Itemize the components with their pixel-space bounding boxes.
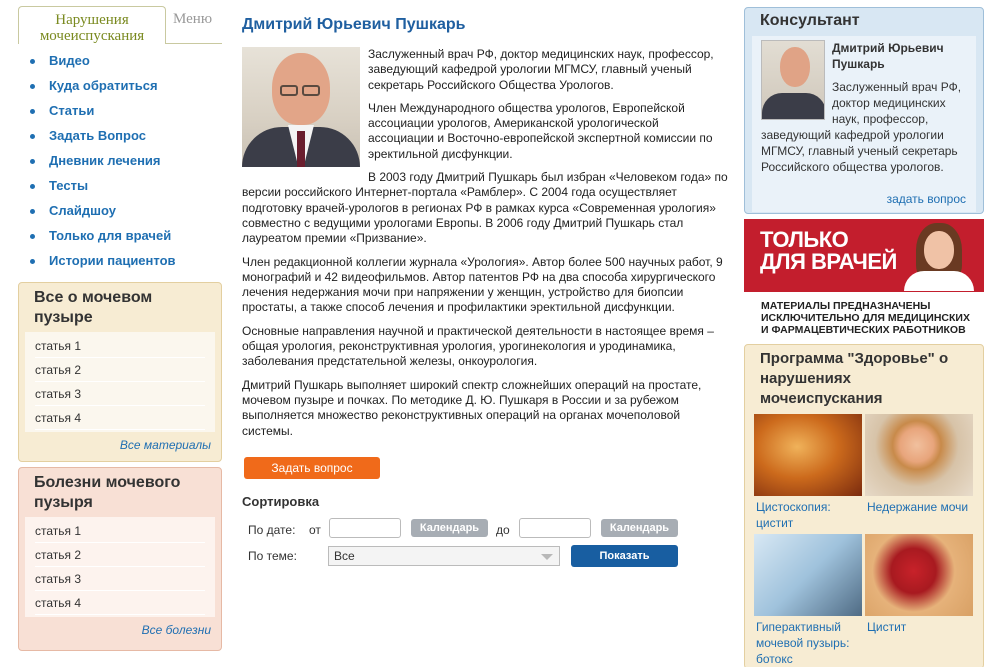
banner-disclaimer: МАТЕРИАЛЫ ПРЕДНАЗНАЧЕНЫ ИСКЛЮЧИТЕЛЬНО ДЛЯ МЕДИЦИНСКИХ И ФАРМАЦЕВТИЧЕСКИХ РАБОТНИКОВ [744,292,984,340]
topic-select[interactable] [328,546,560,566]
video-caption[interactable]: Недержание мочи [867,500,969,514]
consultant-box [744,7,984,214]
consultant-desc-cont: заведующий кафедрой урологии МГМСУ, главный ученый секретарь Российского общества урологов. [761,128,958,174]
menu-link[interactable]: Задать Вопрос [49,128,146,143]
bio-paragraph: Член Международного общества урологов, Европейской ассоциации урологов, Американской урологической ассоциации и Восточно-европейской экспертной комиссии по эректильной дисфункции. [368,100,713,161]
sidebar-tabs [18,6,222,44]
menu-item-articles[interactable] [18,102,222,127]
bio-paragraph: Основные направления научной и практической деятельности в настоящее время – общая урология, реконструктивная урология, урогинекология и уродинамика, заболевания предстательной железы, онкоурология. [242,323,714,369]
consultant-title: Консультант [760,12,860,29]
video-caption[interactable]: Гиперактивный мочевой пузырь: ботокс [756,620,850,666]
program-title: Программа "Здоровье" о нарушениях мочеиспускания [760,350,949,407]
menu-link[interactable]: Видео [49,53,90,68]
ask-question-button[interactable]: Задать вопрос [244,457,380,479]
topic-select-value: Все [334,548,355,563]
menu-item-patient-stories[interactable] [18,252,222,277]
menu-item-treatment-diary[interactable] [18,152,222,177]
list-item[interactable]: статья 1 [35,334,205,358]
to-label: до [496,522,510,537]
video-tile[interactable] [754,534,862,667]
show-button[interactable]: Показать [571,545,678,567]
sort-title: Сортировка [242,493,320,509]
menu-link[interactable]: Слайдшоу [49,203,116,218]
doctor-photo [242,47,360,167]
tab-divider [166,43,222,44]
date-filter-row [242,518,728,546]
menu-item-video[interactable] [18,52,222,77]
video-tile[interactable] [754,414,862,531]
main-content [242,16,728,574]
by-topic-label: По теме: [248,548,297,563]
topic-filter-row [242,546,728,574]
menu-link[interactable]: Истории пациентов [49,253,176,268]
consultant-name[interactable]: Дмитрий Юрьевич Пушкарь [832,41,944,71]
bladder-diseases-box [18,467,222,651]
health-program-box [744,344,984,667]
menu-link[interactable]: Статьи [49,103,95,118]
bio-paragraph: Дмитрий Пушкарь выполняет широкий спектр сложнейших операций на простате, мочевом пузыре и почках. По методике Д. Ю. Пушкаря в России и за рубежом выполняется множество реконструктивных операций на органах мочеполовой системы. [242,377,702,438]
video-thumbnail[interactable] [865,534,973,616]
consultant-desc: Заслуженный врач РФ, доктор медицинских наук, профессор, [832,80,962,126]
tab-urination-disorders[interactable]: Нарушения мочеиспускания [18,6,166,44]
list-item[interactable]: статья 2 [35,358,205,382]
consultant-ask-link[interactable]: задать вопрос [886,192,966,206]
doctors-only-banner[interactable] [744,219,984,340]
all-materials-link[interactable]: Все материалы [119,438,211,452]
left-sidebar [18,6,222,637]
box-title: Болезни мочевого пузыря [34,474,181,511]
video-thumbnail[interactable] [754,414,862,496]
chevron-down-icon [541,554,553,560]
sidebar-menu [18,52,222,277]
article-list [25,517,215,617]
calendar-from-button[interactable]: Календарь [411,519,488,537]
menu-link[interactable]: Куда обратиться [49,78,158,93]
consultant-photo[interactable] [761,40,825,120]
bladder-articles-box [18,282,222,462]
tab-menu[interactable]: Меню [173,11,213,27]
consultant-card [752,36,976,212]
menu-item-where-to-go[interactable] [18,77,222,102]
menu-link[interactable]: Тесты [49,178,89,193]
date-from-input[interactable] [329,518,401,538]
list-item[interactable]: статья 3 [35,382,205,406]
video-tile[interactable] [865,534,973,635]
all-diseases-link[interactable]: Все болезни [141,623,211,637]
menu-item-ask-question[interactable] [18,127,222,152]
box-title: Все о мочевом пузыре [34,289,153,326]
list-item[interactable]: статья 4 [35,406,205,430]
list-item[interactable]: статья 4 [35,591,205,615]
video-caption[interactable]: Цистоскопия: цистит [756,500,831,530]
menu-link[interactable]: Дневник лечения [49,153,161,168]
list-item[interactable]: статья 1 [35,519,205,543]
list-item[interactable]: статья 2 [35,543,205,567]
from-label: от [309,522,321,537]
menu-item-tests[interactable] [18,177,222,202]
menu-item-slideshow[interactable] [18,202,222,227]
banner-headline: ТОЛЬКО ДЛЯ ВРАЧЕЙ [760,227,897,274]
calendar-to-button[interactable]: Календарь [601,519,678,537]
date-to-input[interactable] [519,518,591,538]
video-thumbnail[interactable] [754,534,862,616]
video-tile[interactable] [865,414,973,515]
list-item[interactable]: статья 3 [35,567,205,591]
doctor-illustration [896,221,976,289]
menu-item-doctors-only[interactable] [18,227,222,252]
video-caption[interactable]: Цистит [867,620,907,634]
page-title: Дмитрий Юрьевич Пушкарь [242,16,466,33]
bio-paragraph: Заслуженный врач РФ, доктор медицинских наук, профессор, заведующий кафедрой урологии МГМСУ, главный ученый секретарь Российского Общества Урологов. [368,47,714,92]
by-date-label: По дате: [248,522,296,537]
bio-paragraph: Член редакционной коллегии журнала «Урология». Автор более 500 научных работ, 9 монографий и 42 видеофильмов. Автор патентов РФ на два способа хирургического лечения недержания мочи при напряжении у женщин, устройство для биопсии простаты, а также способ лечения и профилактики эректильной дисфункции. [242,254,723,315]
article-list [25,332,215,432]
menu-link[interactable]: Только для врачей [49,228,172,243]
bio-paragraph: В 2003 году Дмитрий Пушкарь был избран «Человеком года» по версии российского Интернет-портала «Рамблер». С 2004 года осуществляет подготовку врачей-урологов в регионах РФ в рамках курса «Современная урология» совместно с ведущими урологами Европы. В 2006 году Дмитрий Пушкарь стал лауреатом премии «Призвание». [242,170,728,246]
video-thumbnail[interactable] [865,414,973,496]
